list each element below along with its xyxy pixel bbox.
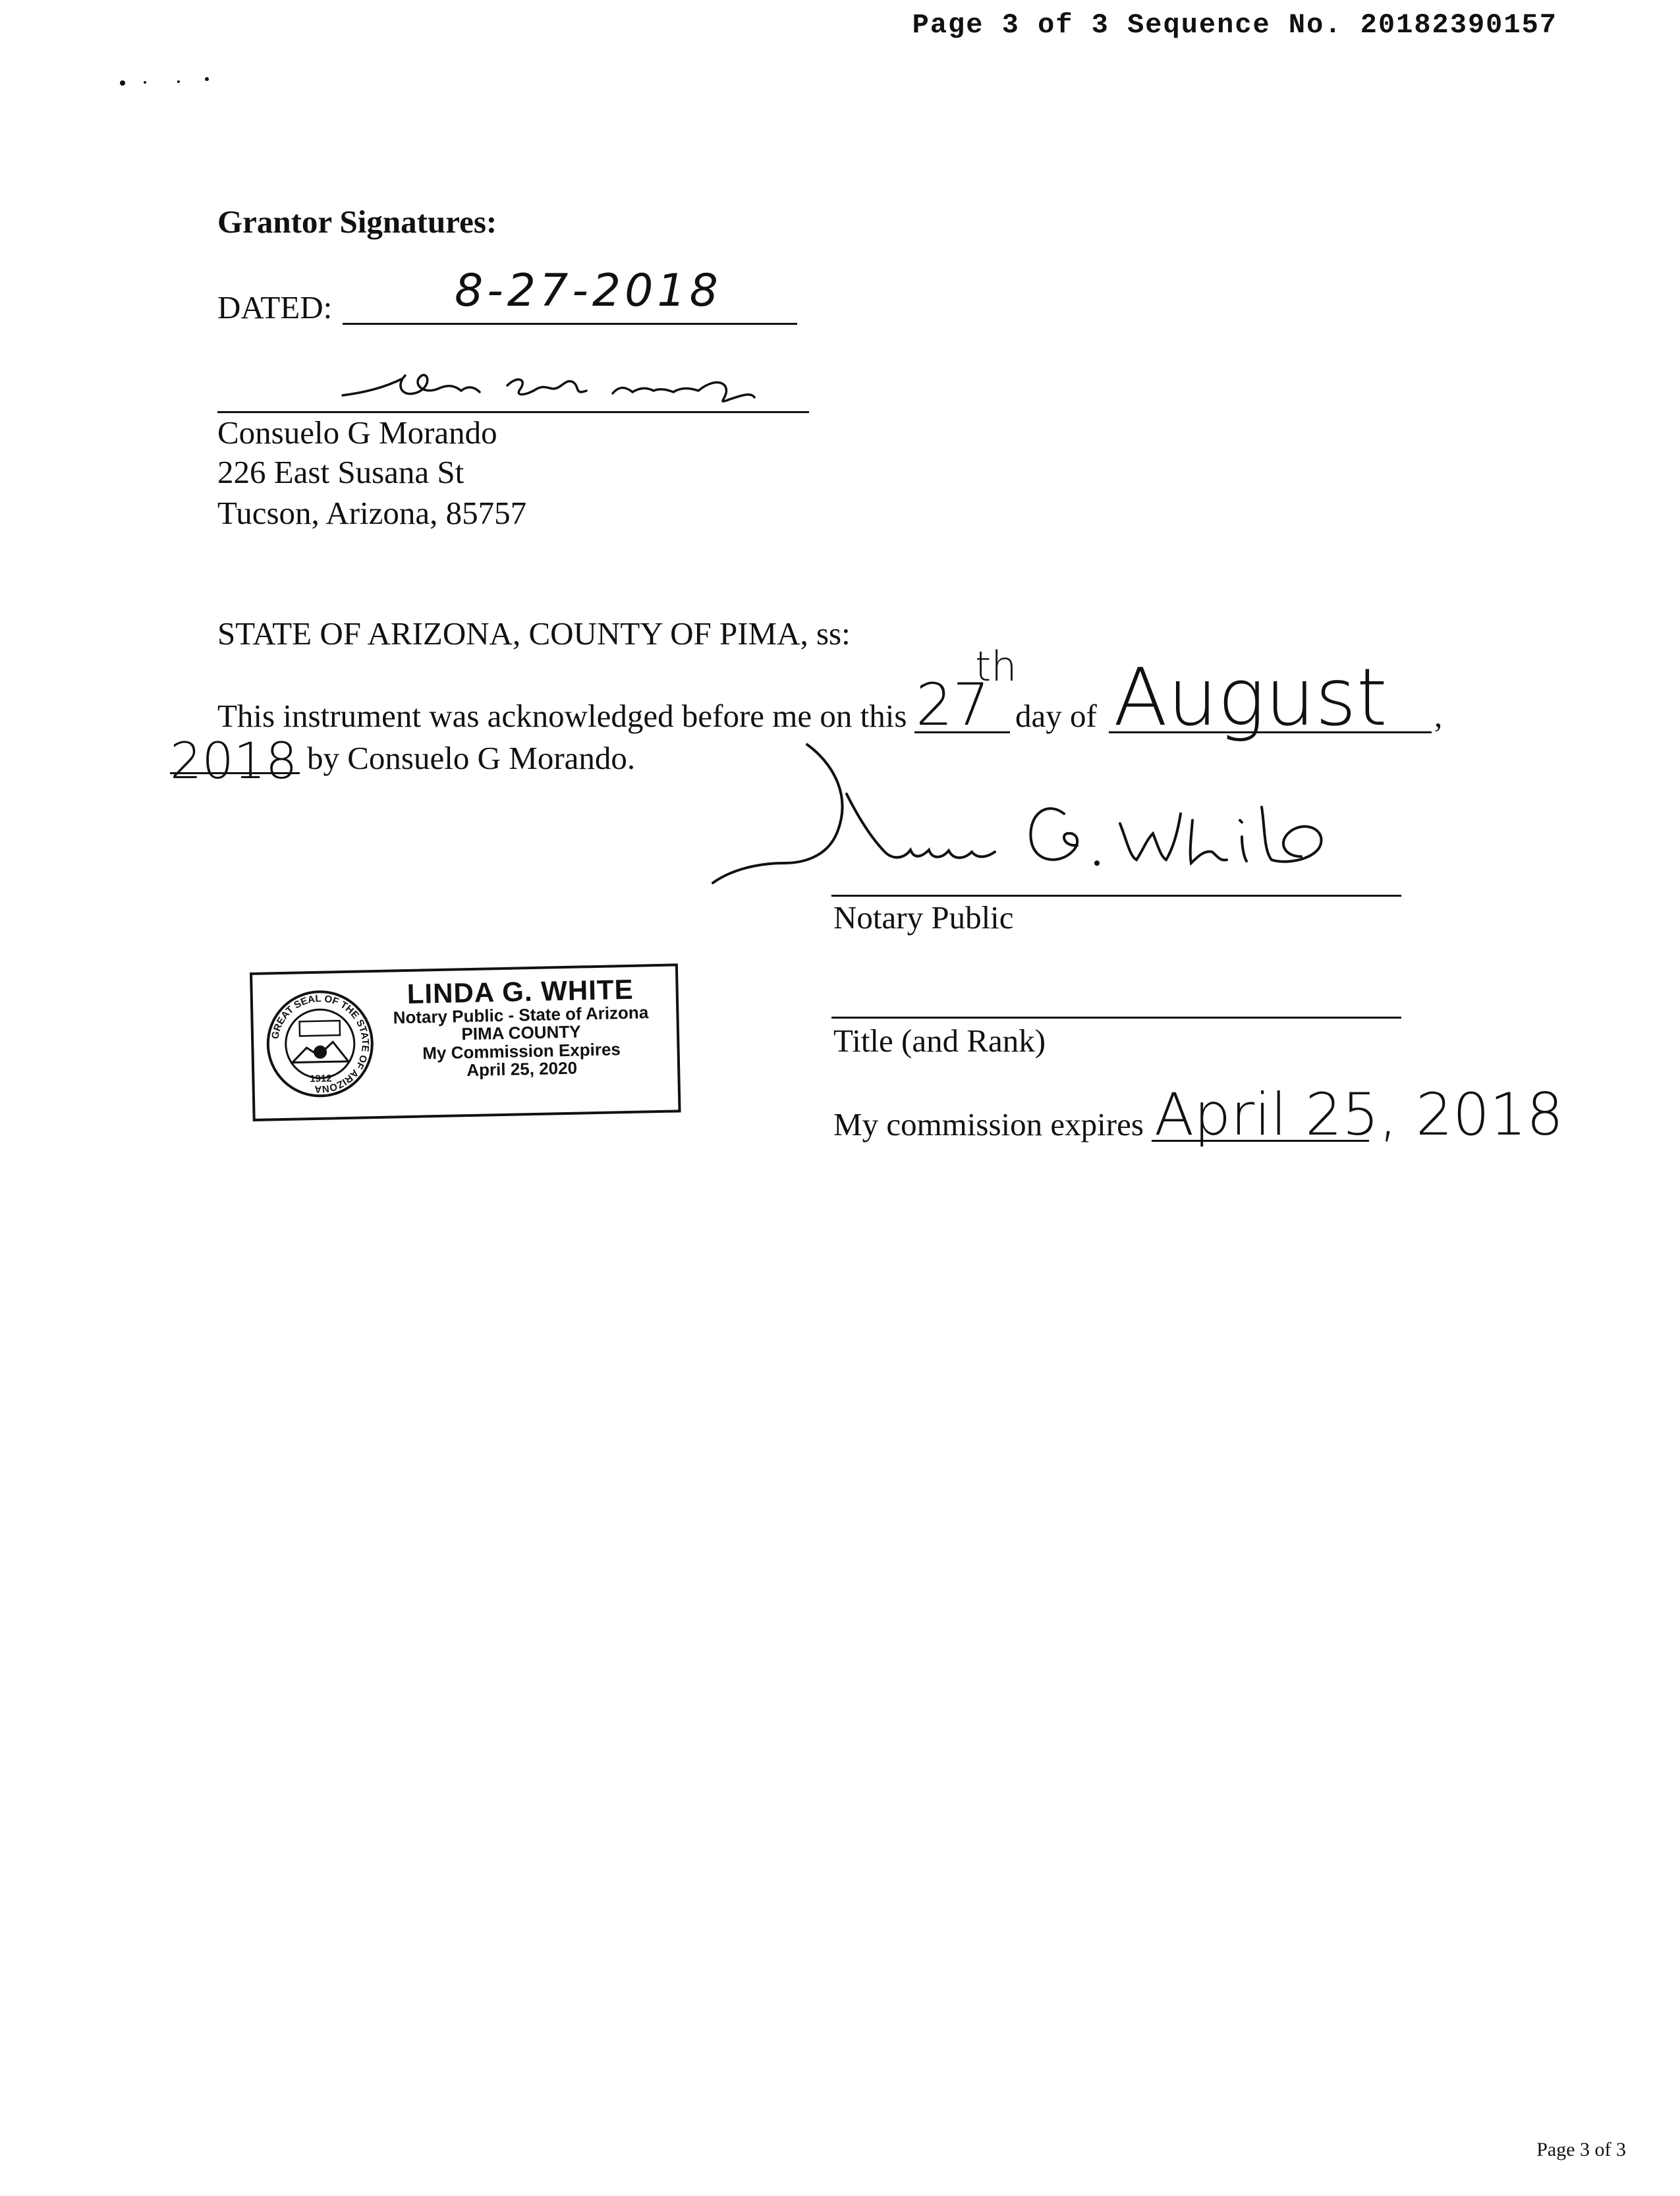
seal-ring-text: GREAT SEAL OF THE STATE OF ARIZONA [269, 993, 371, 1095]
notary-signature [705, 721, 1324, 906]
ack-line1-prefix: This instrument was acknowledged before me on this [217, 698, 907, 734]
grantor-signature-line [217, 411, 809, 413]
venue-line: STATE OF ARIZONA, COUNTY OF PIMA, ss: [217, 615, 851, 652]
grantor-address-street: 226 East Susana St [217, 454, 464, 490]
page-footer: Page 3 of 3 [1536, 2139, 1626, 2160]
day-of-label: day of [1015, 698, 1097, 734]
stamp-line-expiry: April 25, 2020 [466, 1057, 578, 1081]
day-suffix-handwritten: th [975, 642, 1017, 690]
stamp-line-commission: My Commission Expires [422, 1038, 621, 1063]
dated-label: DATED: [217, 289, 333, 325]
stamp-line-county: PIMA COUNTY [461, 1021, 581, 1044]
day-handwritten-value: 27 [916, 671, 990, 739]
stamp-line-state: Notary Public - State of Arizona [393, 1002, 649, 1028]
grantor-address-city: Tucson, Arizona, 85757 [217, 495, 527, 531]
dated-underline [343, 323, 797, 325]
commission-handwritten-value: April 25, 2018 [1154, 1081, 1563, 1148]
title-line [831, 1017, 1401, 1019]
arizona-seal-icon [265, 988, 376, 1099]
sequence-header: Page 3 of 3 Sequence No. 20182390157 [912, 9, 1557, 41]
ack-line1-comma: , [1434, 698, 1443, 734]
notary-signature-line [831, 895, 1401, 897]
stamp-notary-name: LINDA G. WHITE [406, 973, 634, 1009]
year-handwritten-value: 2018 [170, 731, 298, 790]
notary-public-label: Notary Public [833, 899, 1014, 936]
commission-expires-label: My commission expires [833, 1106, 1144, 1142]
month-handwritten-value: August [1113, 652, 1387, 744]
grantor-signature [329, 359, 817, 418]
ack-line2-suffix: by Consuelo G Morando. [307, 740, 636, 776]
title-rank-label: Title (and Rank) [833, 1023, 1046, 1059]
seal-year: 1912 [310, 1073, 332, 1085]
dated-handwritten-value: 8-27-2018 [455, 265, 722, 317]
scan-specks [116, 71, 215, 91]
stamp-text-block [388, 974, 654, 1081]
grantor-name: Consuelo G Morando [217, 414, 497, 451]
notary-stamp [250, 963, 685, 1125]
grantor-heading: Grantor Signatures: [217, 204, 497, 240]
